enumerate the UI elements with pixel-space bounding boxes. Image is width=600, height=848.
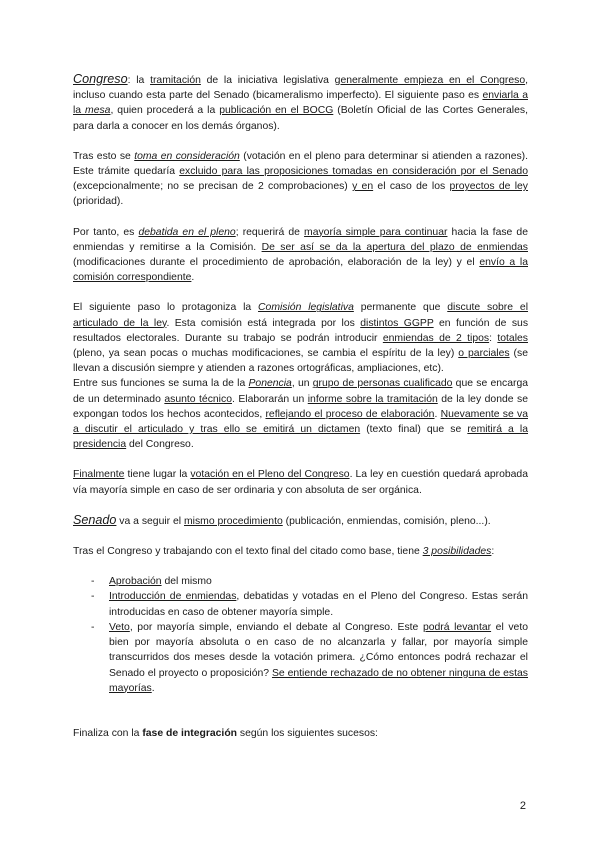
paragraph-senado <box>73 513 528 529</box>
paragraph-toma-consideracion <box>73 149 528 210</box>
text: Finaliza con la <box>73 727 143 739</box>
text: (pleno, ya sean pocas o muchas modificaciones, se cambia el espíritu de la ley) <box>73 348 459 360</box>
text-italic-underlined: mesa <box>85 105 111 117</box>
text: (modificaciones durante el procedimiento de aprobación, elaboración de la ley) y el <box>73 257 480 269</box>
text: El siguiente paso lo protagoniza la <box>73 302 259 314</box>
text: en función de sus resultados electorales. Durante su trabajo se podrán introducir <box>73 317 529 344</box>
text-underlined: envío a la comisión correspondiente <box>73 257 528 284</box>
text-underlined: discute sobre el articulado de la ley <box>73 302 529 329</box>
term-senado: Senado <box>73 512 117 527</box>
paragraph-congreso <box>73 72 528 134</box>
text-underlined: grupo de personas cualificado <box>312 378 453 390</box>
text-italic-underlined: Comisión legislativa <box>258 302 354 314</box>
text: . <box>151 682 155 694</box>
text-underlined: Finalmente <box>73 469 125 481</box>
page-number: 2 <box>519 800 526 812</box>
text: (texto final) que se <box>360 424 468 436</box>
text-underlined: informe sobre la tramitación <box>307 393 438 405</box>
text-underlined: y en <box>352 181 374 193</box>
text: (se llevan a discusión siempre y atienden a razones ortográficas, ampliaciones, etc). <box>73 348 528 375</box>
text-underlined: Se entiende rechazado de no obtener ninguna de estas mayorías <box>109 667 528 694</box>
text: del mismo <box>161 576 212 588</box>
paragraph-debate-pleno <box>73 225 528 286</box>
text: , quien procederá a la <box>110 105 220 117</box>
text: (Boletín Oficial de las Cortes Generales, para darla a conocer en los demás órganos). <box>73 105 528 132</box>
term-congreso: Congreso <box>73 72 128 86</box>
text: Por tanto, es <box>73 226 139 238</box>
text: va a seguir el <box>116 515 184 527</box>
text: de la ley donde se expongan todos los hechos acontecidos, <box>73 393 528 420</box>
text-underlined: reflejando el proceso de elaboración <box>265 408 435 420</box>
text: . <box>434 408 441 420</box>
posibilidades-list <box>73 574 528 696</box>
text-underlined: Aprobación <box>109 576 162 588</box>
text-underlined: votación en el Pleno del Congreso <box>190 469 350 481</box>
text: (publicación, enmiendas, comisión, pleno...). <box>282 515 491 527</box>
text-bold: fase de integración <box>142 727 238 739</box>
text-underlined: excluido para las proposiciones tomadas en consideración por el Senado <box>179 166 528 178</box>
text: , debatidas y votadas en el Pleno del Congreso. Estas serán introducidas en caso de obtener mayoría simple. <box>109 591 528 618</box>
paragraph-votacion <box>73 467 528 497</box>
text: que se encarga de un determinado <box>73 378 529 405</box>
text: Tras esto se <box>73 150 135 162</box>
text: , incluso cuando esta parte del Senado (bicameralismo imperfecto). El siguiente paso es <box>73 75 529 102</box>
text: Tras el Congreso y trabajando con el texto final del citado como base, tiene <box>73 546 423 558</box>
text: el caso de los <box>373 181 450 193</box>
text: tiene lugar la <box>124 469 191 481</box>
list-item <box>109 589 528 619</box>
paragraph-posibilidades <box>73 544 528 559</box>
text-italic-underlined: Ponencia <box>248 378 292 390</box>
text-underlined: De ser así se da la apertura del plazo de enmiendas <box>261 241 528 253</box>
text-underlined: distintos GGPP <box>360 317 434 329</box>
paragraph-integracion <box>73 726 528 741</box>
text: (votación en el pleno para determinar si atienden a razones). Este trámite quedaría <box>73 150 529 178</box>
text-underlined: mayoría simple para continuar <box>304 226 448 238</box>
text: ; requerirá de <box>235 226 305 238</box>
text-underlined: remitirá a la presidencia <box>73 424 528 451</box>
text: . Esta comisión está integrada por los <box>166 317 361 329</box>
text: el veto bien por mayoría absoluta o en caso de no alcanzarla y fallar, por mayoría simple transcurridos dos meses desde la votación primera. ¿Cómo entonces podrá rechazar el Senado el proyecto o proposición? <box>109 621 528 679</box>
text-italic-underlined: 3 posibilidades <box>422 546 492 558</box>
text-underlined: Veto <box>109 621 130 633</box>
text-underlined: tramitación <box>150 75 201 86</box>
text: , un <box>291 378 313 390</box>
text: del Congreso. <box>126 439 194 451</box>
text-underlined: totales <box>497 332 528 344</box>
text-underlined: generalmente empieza en el Congreso <box>334 75 526 86</box>
text: Entre sus funciones se suma la de la <box>73 378 249 390</box>
text-italic-underlined: toma en consideración <box>134 150 240 162</box>
text: . <box>191 272 195 284</box>
text-underlined: enviarla a la <box>73 90 528 117</box>
text: , por mayoría simple, enviando el debate al Congreso. Este <box>129 621 423 633</box>
paragraph-comision <box>73 300 528 376</box>
paragraph-ponencia <box>73 376 528 452</box>
text: . Elaborarán un <box>231 393 308 405</box>
text: (excepcionalmente; no se precisan de 2 comprobaciones) <box>73 181 353 193</box>
text: hacia la fase de enmiendas y remitirse a la Comisión. <box>73 226 528 253</box>
text: según los siguientes sucesos: <box>237 727 378 739</box>
text-underlined: mismo procedimiento <box>184 515 283 527</box>
text-italic-underlined: debatida en el pleno <box>138 226 236 238</box>
list-item <box>109 574 528 589</box>
list-item <box>109 620 528 696</box>
text-underlined: podrá levantar <box>422 621 492 633</box>
text-underlined: publicación en el BOCG <box>219 105 334 117</box>
text: permanente que <box>353 302 448 314</box>
text-underlined: Nuevamente se va a discutir el articulado y tras ello se emitirá un dictamen <box>73 408 528 436</box>
text-underlined: proyectos de ley <box>449 181 529 193</box>
text: . La ley en cuestión quedará aprobada vía mayoría simple en caso de ser ordinaria y con absoluta de ser orgánica. <box>73 469 528 496</box>
text: : <box>489 332 498 344</box>
document-body <box>73 72 528 741</box>
text-underlined: Introducción de enmiendas <box>109 591 237 603</box>
text: : la <box>127 75 151 86</box>
text: (prioridad). <box>73 196 124 208</box>
text-underlined: asunto técnico <box>164 393 232 405</box>
text: : <box>491 546 495 558</box>
text-underlined: o parciales <box>458 348 510 360</box>
text-underlined: enmiendas de 2 tipos <box>382 332 490 344</box>
text: de la iniciativa legislativa <box>200 75 335 86</box>
